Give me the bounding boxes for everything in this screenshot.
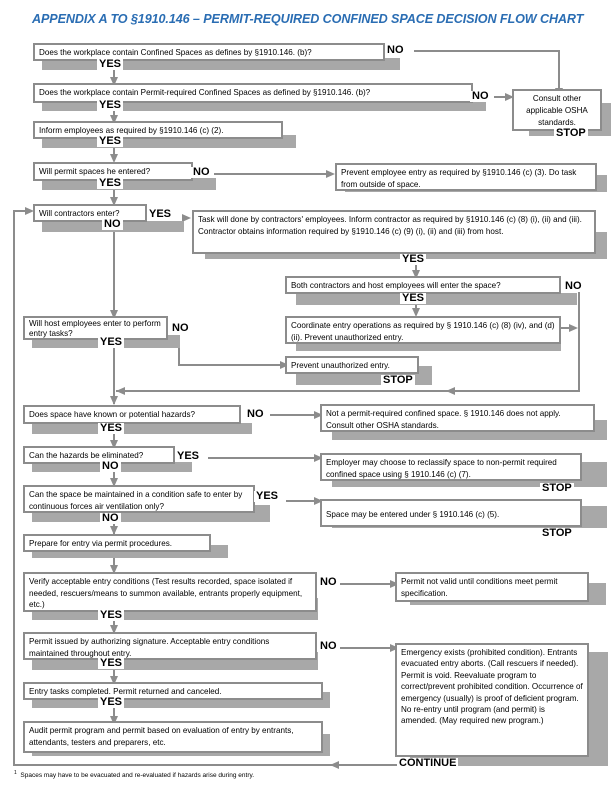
arrow-left-icon: [116, 387, 125, 395]
permit-not-valid-box: [395, 572, 589, 602]
yes-label: YES: [100, 609, 123, 621]
continue-label: CONTINUE: [399, 757, 457, 769]
yes-label: YES: [402, 253, 425, 265]
node-text: Entry tasks completed. Permit returned and canceled.: [29, 687, 222, 696]
connector: [414, 50, 560, 52]
connector: [340, 647, 392, 649]
yes-label: YES: [100, 657, 123, 669]
no-label: NO: [387, 44, 404, 56]
node-text: Employer may choose to reclassify space to non-permit required confined space using § 1910.146 (c) (7).: [326, 458, 557, 479]
yes-label: YES: [99, 99, 122, 111]
arrow-right-icon: [326, 170, 335, 178]
node-text: Can the hazards be eliminated?: [29, 451, 144, 460]
no-label: NO: [320, 640, 337, 652]
connector: [178, 364, 282, 366]
no-label: NO: [472, 90, 489, 102]
decision-contractors-enter: [33, 204, 147, 222]
decision-host-enter: [23, 316, 168, 340]
yes-label: YES: [99, 58, 122, 70]
yes-label: YES: [177, 450, 200, 462]
yes-label: YES: [99, 177, 122, 189]
node-text: Will permit spaces he entered?: [39, 167, 151, 176]
node-text: Inform employees as required by §1910.146 (c) (2).: [39, 126, 224, 135]
node-text: Space may be entered under § 1910.146 (c) (5).: [326, 510, 500, 519]
node-text: Permit not valid until conditions meet permit specification.: [401, 577, 558, 598]
node-text: Can the space be maintained in a condition safe to enter by continuous forces air ventilation only?: [29, 490, 243, 511]
node-text: Both contractors and host employees will enter the space?: [291, 281, 501, 290]
decision-known-hazards: [23, 405, 241, 424]
no-label: NO: [247, 408, 264, 420]
emergency-box: [395, 643, 589, 757]
node-text: Audit permit program and permit based on evaluation of entry by entrants, attendants, testers and preparers, etc.: [29, 726, 294, 747]
arrow-left-icon: [446, 387, 455, 395]
contractor-task-box: [192, 210, 596, 254]
decision-hazards-eliminated: [23, 446, 175, 464]
connector: [578, 285, 580, 391]
coordinate-entry-box: [285, 316, 561, 344]
arrow-left-icon: [330, 761, 339, 769]
yes-label: YES: [100, 422, 123, 434]
audit-program-box: [23, 721, 323, 753]
node-text: Will contractors enter?: [39, 209, 120, 218]
arrow-right-icon: [569, 324, 578, 332]
yes-label: YES: [100, 696, 123, 708]
yes-label: YES: [100, 336, 123, 348]
connector: [13, 764, 397, 766]
yes-label: YES: [256, 490, 279, 502]
inform-employees-box: [33, 121, 283, 139]
reclassify-box: [320, 453, 582, 481]
footnote: [14, 770, 254, 779]
connector: [558, 50, 560, 90]
node-text: Prevent employee entry as required by §1910.146 (c) (3). Do task from outside of space.: [341, 168, 577, 189]
no-label: NO: [172, 322, 189, 334]
connector: [208, 457, 316, 459]
node-text: Does space have known or potential hazards?: [29, 410, 196, 419]
arrow-down-icon: [110, 396, 118, 405]
not-permit-required-box: [320, 404, 595, 432]
no-label: NO: [102, 512, 119, 524]
yes-label: YES: [402, 292, 425, 304]
consult-osha-box: [512, 89, 602, 131]
entry-completed-box: [23, 682, 323, 700]
node-text: Permit issued by authorizing signature. Acceptable entry conditions maintained throughout entry.: [29, 637, 270, 658]
node-text: Does the workplace contain Permit-required Confined Spaces as defined by §1910.146. (b)?: [39, 88, 371, 97]
no-label: NO: [565, 280, 582, 292]
decision-ventilation: [23, 485, 255, 513]
node-text: Will host employees enter to perform entry tasks?: [29, 319, 161, 338]
yes-label: YES: [99, 135, 122, 147]
page-title: APPENDIX A TO §1910.146 – PERMIT-REQUIRED CONFINED SPACE DECISION FLOW CHART: [32, 12, 584, 26]
stop-label: STOP: [556, 127, 586, 139]
stop-label: STOP: [383, 374, 413, 386]
node-text: Prepare for entry via permit procedures.: [29, 539, 173, 548]
no-label: NO: [193, 166, 210, 178]
node-text: Prevent unauthorized entry.: [291, 361, 390, 370]
node-text: Coordinate entry operations as required by § 1910.146 (c) (8) (iv), and (d) (ii). Prevent unauthorized entry.: [291, 321, 555, 342]
prevent-employee-entry-box: [335, 163, 597, 191]
connector: [113, 228, 115, 318]
no-label: NO: [104, 218, 121, 230]
yes-label: YES: [149, 208, 172, 220]
connector: [270, 414, 316, 416]
connector: [116, 390, 580, 392]
node-text: Emergency exists (prohibited condition). Entrants evacuated entry aborts. (Call rescuers if needed). Permit is void. Reevaluate program to correct/prevent prohibited condition. Occurrence of emergency (usually) is proof of deficient program. No re-entry until program (and permit) is amended. (May required new program.): [401, 648, 583, 726]
connector: [286, 500, 316, 502]
connector: [214, 173, 328, 175]
node-text: Consult other applicable OSHA standards.: [526, 94, 588, 127]
footnote-text: Spaces may have to be evacuated and re-evaluated if hazards arise during entry.: [20, 772, 255, 780]
prevent-unauthorized-box: [285, 356, 419, 374]
box-shadow: [32, 423, 252, 434]
node-text: Task will done by contractors' employees. Inform contractor as required by §1910.146 (c) (8) (i), (ii) and (iii). Contractor obtains information required by §1910.146 (c) (9) (i), (ii) and (iii) from host.: [198, 215, 582, 236]
footnote-mark: 1: [14, 770, 17, 776]
enter-under-c5-box: [320, 499, 582, 527]
box-shadow: [296, 293, 577, 305]
prepare-entry-box: [23, 534, 211, 552]
stop-label: STOP: [542, 527, 572, 539]
node-text: Does the workplace contain Confined Spaces as defines by §1910.146. (b)?: [39, 48, 312, 57]
stop-label: STOP: [542, 482, 572, 494]
decision-confined-spaces: [33, 43, 385, 61]
no-label: NO: [320, 576, 337, 588]
node-text: Not a permit-required confined space. § 1910.146 does not apply. Consult other OSHA standards.: [326, 409, 561, 430]
connector: [13, 210, 15, 765]
no-label: NO: [102, 460, 119, 472]
verify-conditions-box: [23, 572, 317, 612]
connector: [340, 583, 392, 585]
permit-issued-box: [23, 632, 317, 660]
node-text: Verify acceptable entry conditions (Test results recorded, space isolated if needed, rescuers/means to summon available, entrants properly equipment, etc.): [29, 577, 303, 609]
